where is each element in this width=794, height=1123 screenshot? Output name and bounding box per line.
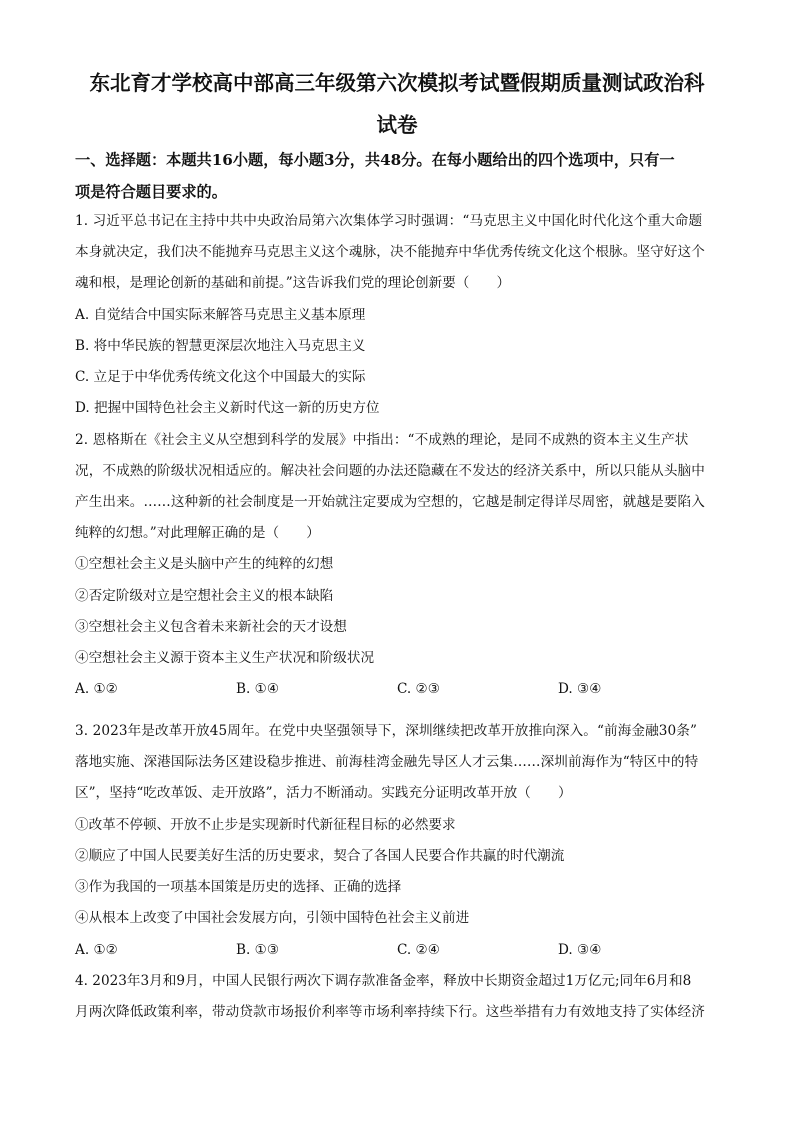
section-heading-line-2: 项是符合题目要求的。 [75,183,227,201]
question-3-option-d: D. ③④ [558,942,602,958]
question-2-stem-line: 2. 恩格斯在《社会主义从空想到科学的发展》中指出：“不成熟的理论，是同不成熟的资本主义生产状 [75,432,689,448]
question-4-stem-line: 4. 2023年3月和9月，中国人民银行两次下调存款准备金率，释放中长期资金超过1万亿元;同年6月和8 [75,973,692,989]
question-1-stem-line: 1. 习近平总书记在主持中共中央政治局第六次集体学习时强调：“马克思主义中国化时代化这个重大命题 [75,213,703,229]
question-3-stem-line: 区”，坚持“吃改革饭、走开放路”，活力不断涌动。实践充分证明改革开放（ ） [75,785,572,801]
question-3-stem-line: 3. 2023年是改革开放45周年。在党中央坚强领导下，深圳继续把改革开放推向深入。“前海金融30条” [75,723,698,739]
question-3-stem-line: 落地实施、深港国际法务区建设稳步推进、前海桂湾金融先导区人才云集……深圳前海作为“特区中的特 [75,754,699,770]
question-2-stem-line: 产生出来。……这种新的社会制度是一开始就注定要成为空想的，它越是制定得详尽周密，就越是要陷入 [75,494,705,510]
question-1-option-b: B. 将中华民族的智慧更深层次地注入马克思主义 [75,338,366,354]
section-heading-line-1: 一、选择题：本题共16小题，每小题3分，共48分。在每小题给出的四个选项中，只有一 [75,151,675,169]
question-3-statement: ③作为我国的一项基本国策是历史的选择、正确的选择 [75,879,402,895]
question-2-option-b: B. ①④ [236,681,280,697]
question-1-stem-line: 本身就决定，我们决不能抛弃马克思主义这个魂脉，决不能抛弃中华优秀传统文化这个根脉。坚守好这个 [75,244,705,260]
question-3-statement: ④从根本上改变了中国社会发展方向，引领中国特色社会主义前进 [75,910,470,926]
question-2-stem-line: 况，不成熟的阶级状况相适应的。解决社会问题的办法还隐藏在不发达的经济关系中，所以只能从头脑中 [75,463,705,479]
question-2-statement: ③空想社会主义包含着未来新社会的天才设想 [75,619,347,635]
question-3-option-c: C. ②④ [397,942,440,958]
question-3-option-b: B. ①③ [236,942,280,958]
question-1-stem-line: 魂和根，是理论创新的基础和前提。”这告诉我们党的理论创新要（ ） [75,275,511,291]
question-1-option-d: D. 把握中国特色社会主义新时代这一新的历史方位 [75,400,380,416]
question-4-stem-line: 月两次降低政策利率，带动贷款市场报价利率等市场利率持续下行。这些举措有力有效地支持了实体经济 [75,1004,705,1020]
question-3-statement: ②顺应了中国人民要美好生活的历史要求，契合了各国人民要合作共赢的时代潮流 [75,848,565,864]
question-1-option-c: C. 立足于中华优秀传统文化这个中国最大的实际 [75,369,366,385]
question-2-statement: ②否定阶级对立是空想社会主义的根本缺陷 [75,588,334,604]
question-2-option-a: A. ①② [75,681,118,697]
question-2-stem-line: 纯粹的幻想。”对此理解正确的是（ ） [75,525,320,541]
question-2-statement: ①空想社会主义是头脑中产生的纯粹的幻想 [75,556,334,572]
exam-title-line-2: 试卷 [376,113,418,137]
question-1-option-a: A. 自觉结合中国实际来解答马克思主义基本原理 [75,307,366,323]
question-2-statement: ④空想社会主义源于资本主义生产状况和阶级状况 [75,650,375,666]
exam-title-line-1: 东北育才学校高中部高三年级第六次模拟考试暨假期质量测试政治科 [89,71,705,95]
question-3-statement: ①改革不停顿、开放不止步是实现新时代新征程目标的必然要求 [75,817,456,833]
question-3-option-a: A. ①② [75,942,118,958]
question-2-option-d: D. ③④ [558,681,602,697]
question-2-option-c: C. ②③ [397,681,440,697]
